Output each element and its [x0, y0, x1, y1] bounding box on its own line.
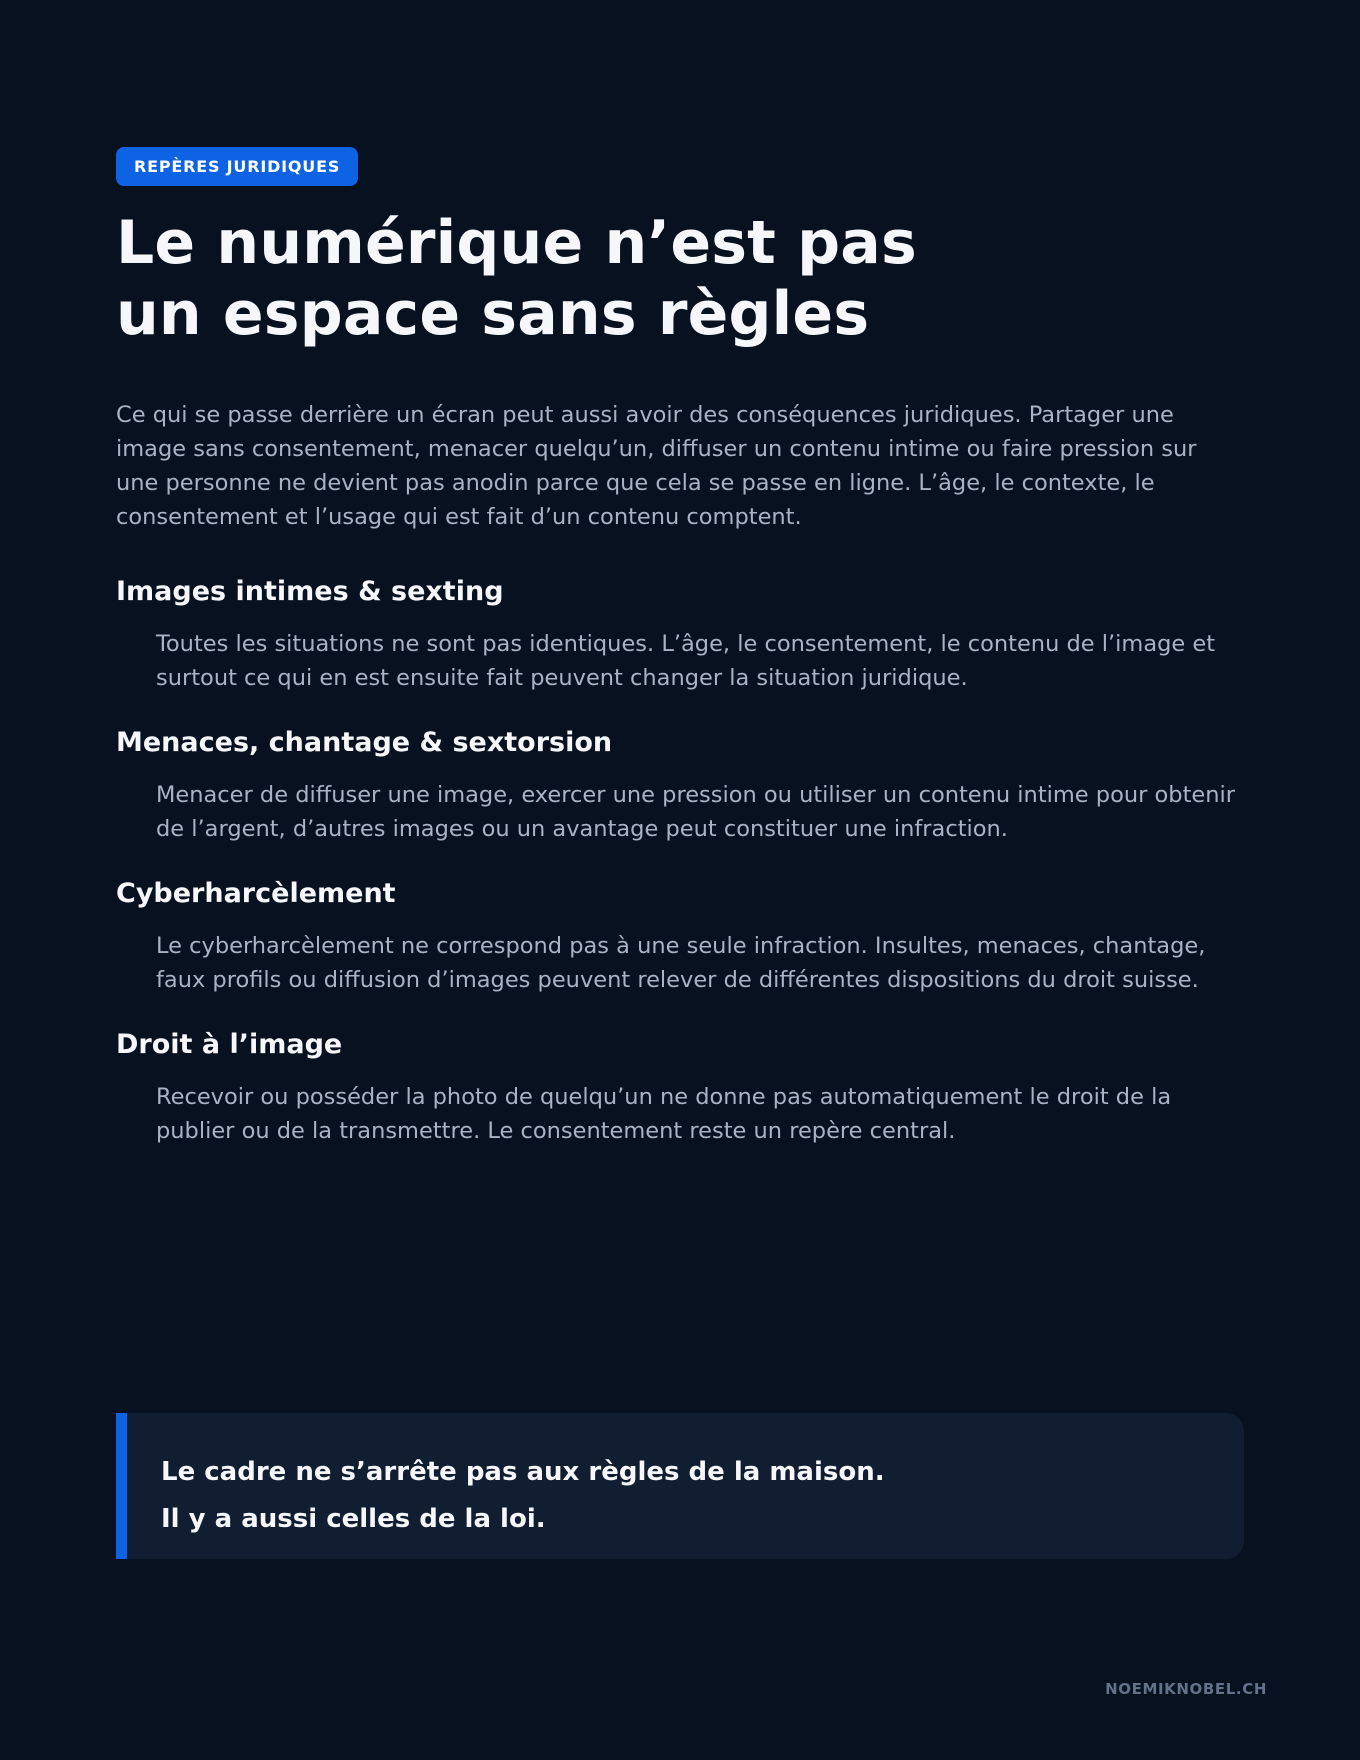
section-cyberbullying: [116, 877, 1244, 997]
section-title-intimate-images: Images intimes & sexting: [116, 576, 504, 607]
section-title-image-rights: Droit à l’image: [116, 1029, 343, 1060]
section-body-cyberbullying: Le cyberharcèlement ne correspond pas à une seule infraction. Insultes, menaces, chantage, faux profils ou diffusion d’images peuvent relever de différentes dispositions du droit suisse.: [156, 933, 1206, 993]
section-title-threats-blackmail: Menaces, chantage & sextorsion: [116, 727, 613, 758]
page-title-line-1: Le numérique n’est pas: [116, 208, 917, 278]
section-body-image-rights: Recevoir ou posséder la photo de quelqu’un ne donne pas automatiquement le droit de la publier ou de la transmettre. Le consentement reste un repère central.: [156, 1084, 1172, 1144]
page-title: [116, 208, 1244, 350]
section-title-cyberbullying: Cyberharcèlement: [116, 878, 396, 909]
section-threats-blackmail: [116, 726, 1244, 846]
section-body-intimate-images: Toutes les situations ne sont pas identiques. L’âge, le consentement, le contenu de l’image et surtout ce qui en est ensuite fait peuvent changer la situation juridique.: [156, 631, 1216, 691]
callout-line-2: Il y a aussi celles de la loi.: [161, 1504, 546, 1534]
callout-line-1: Le cadre ne s’arrête pas aux règles de la maison.: [161, 1457, 885, 1487]
highlight-callout: [116, 1413, 1244, 1559]
intro-paragraph: Ce qui se passe derrière un écran peut aussi avoir des conséquences juridiques. Partager une image sans consentement, menacer quelqu’un, diffuser un contenu intime ou faire pression sur une personne ne devient pas anodin parce que cela se passe en ligne. L’âge, le contexte, le consentement et l’usage qui est fait d’un contenu comptent.: [116, 402, 1197, 530]
section-image-rights: [116, 1028, 1244, 1148]
section-body-threats-blackmail: Menacer de diffuser une image, exercer une pression ou utiliser un contenu intime pour obtenir de l’argent, d’autres images ou un avantage peut constituer une infraction.: [156, 782, 1235, 842]
legal-guidance-page: [116, 147, 1244, 1148]
section-intimate-images: [116, 575, 1244, 695]
category-badge: REPÈRES JURIDIQUES: [116, 147, 358, 186]
page-title-line-2: un espace sans règles: [116, 279, 870, 349]
footer-site-name: NOEMIKNOBEL.CH: [1105, 1680, 1267, 1698]
